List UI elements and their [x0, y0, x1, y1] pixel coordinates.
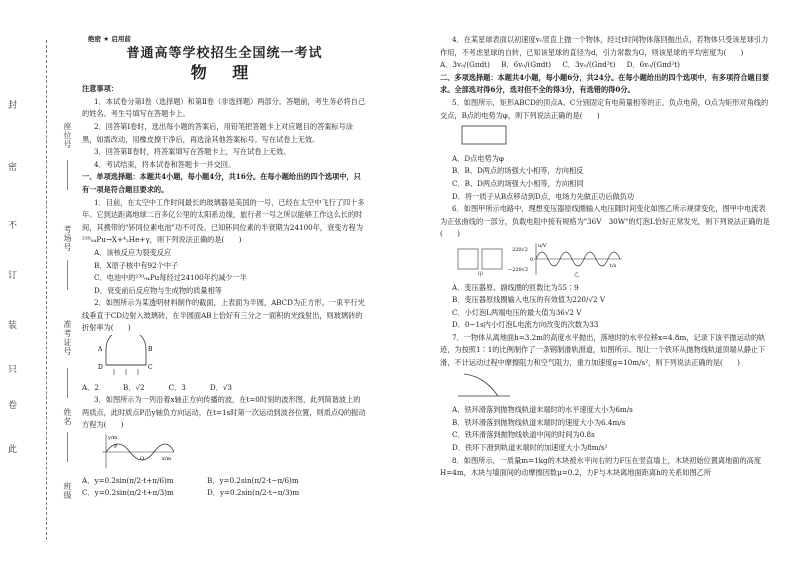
fig-label: C	[148, 364, 153, 372]
binding-dash-line	[46, 40, 47, 540]
fig-label: A	[98, 346, 103, 354]
binding-char: 此	[8, 445, 18, 455]
section1-heading: 一、单项选择题：本题共4小题，每小题4分，共16分。在每小题给出的四个选项中，只有一项是符合题目要求的。	[82, 172, 361, 194]
class-label: 班级	[63, 482, 72, 500]
q7-option-c: C．铁环滑落到抛物线轨道中间的时间为0.8s	[452, 430, 595, 440]
q6-option-a: A．变压器原、副线圈的匝数比为55∶9	[452, 282, 579, 292]
exam-room-label: 考场号	[63, 225, 72, 252]
q3-options	[82, 475, 332, 500]
exam-title: 普通高等学校招生全国统一考试	[126, 46, 323, 61]
underline	[67, 432, 68, 462]
question-1-stem: 1．目前，在太空中工作时间最长的玻璃器是美国的一号，已经在太空中飞行了四十多年。它到达距离地球二百多亿公里的太阳系边缘，旅行者一号之所以能够工作这么长的时间，其携带的"钚同位素电池"功不可没。已知钚同位素的半衰期为24100年，衰变方程为²³⁹₉₄Pu→X+⁴₂He+γ，则下列说法正确的是( )	[82, 197, 365, 245]
q3-option-c: C．y=0.2sin(π/2·t+π/3)m	[82, 488, 174, 498]
fig-label: 0	[530, 256, 534, 263]
q6-option-d: D．0~1s内小灯泡L电流方向改变的次数为33	[452, 320, 599, 330]
q1-option-b: B．X原子核中有92个中子	[94, 260, 179, 270]
q5-option-d: D．将一质子从B点移动到D点，电场力先做正功后做负功	[452, 191, 635, 201]
q3-option-a: A．y=0.2sin(π/2·t+π/6)m	[82, 475, 174, 485]
q2-figure	[96, 335, 156, 377]
q7-track-figure	[454, 370, 514, 400]
underline	[67, 260, 68, 290]
binding-char: 封	[8, 101, 18, 111]
q4-option-c: C．3v₀/(Gπd²t)	[562, 60, 616, 70]
question-6-stem: 6．如图甲所示电路中，理想变压器原线圈输入电压随时间变化如图乙所示规律变化，图甲中电流表为正弦曲线的一部分，负载电阻中接有规格为"36V 30W"的灯泡L恰好正常发光，则下列说法正确的是( )	[440, 204, 770, 239]
fig-label: P	[114, 444, 118, 451]
q1-option-d: D．衰变前后反应物与生成物的质量相等	[94, 285, 222, 295]
admission-number-label: 准考证号	[63, 320, 72, 356]
binding-char: 装	[8, 321, 18, 331]
q3-option-d: D．y=0.2sin(π/2·t−π/3)m	[207, 488, 300, 498]
q4-option-b: B．6v₀/(Gπdt)	[501, 60, 552, 70]
fig-label: t/s	[610, 262, 617, 269]
fig-label: Q	[140, 456, 145, 463]
fig-label: B	[148, 346, 153, 354]
question-5-stem: 5．如图所示，矩形ABCD的顶点A、C分别固定有电荷量相等的正、负点电荷，O点为矩形对角线的交点，B点的电势为φ，则下列说法正确的是( )	[440, 97, 769, 120]
question-3-stem: 3．如图所示为一列沿着x轴正方向传播的波，在t=0时刻的波形图，此列简谐波上的两质点，此时质点P沿y轴负方向运动，在t=1s时第一次运动到波谷位置，则质点Q的振动方程为( )	[82, 395, 366, 430]
binding-char: 订	[8, 271, 18, 281]
q7-option-d: D．铁环下滑到轨道末端时的加速度大小为8m/s²	[452, 443, 608, 453]
notice-item: 2．回答第Ⅰ卷时，选出每小题的答案后，用铅笔把答题卡上对应题目的答案标号涂黑，如需改动，用橡皮擦干净后，再选涂其他答案标号。写在试卷上无效。	[82, 121, 353, 144]
underline	[67, 368, 68, 398]
q3-wave-figure	[96, 432, 176, 470]
fig-label: u/V	[538, 242, 547, 249]
fig-label: 220√2	[512, 246, 528, 253]
notice-item: 3．回答第Ⅱ卷时，将答案填写在答题卡上，写在试卷上无效。	[94, 147, 291, 157]
question-7-stem: 7．一物体从离地面h=3.2m的高度水平抛出，落地时的水平位移x=4.8m，记录下该平抛运动的轨迹，为按照1∶1的比例制作了一条钢制滑轨滑道，如图所示。现让一个铁环从抛物线轨道顶端从静止下滑，不计运动过程中摩擦阻力和空气阻力，重力加速度g=10m/s²，则下列说法正确的是( )	[440, 332, 766, 368]
question-8-stem: 8．如图所示，一质量m=1kg的木块被水平向右的力F压在竖直墙上，木块初始位置离地面的高度H=4m，木块与墙面间的动摩擦因数μ=0.2，力F与木块离地面距离h的关系如图乙所	[440, 455, 762, 478]
name-label: 姓名	[63, 408, 72, 426]
secret-mark: 绝密 ★ 启用前	[88, 35, 131, 43]
q5-option-c: C．B、D两点的场强大小相等，方向相同	[452, 178, 584, 188]
q5-option-b: B．B、D两点的场强大小相等，方向相反	[452, 166, 584, 176]
subject-title: 物 理	[190, 62, 259, 82]
q4-option-a: A．3v₀/(Gπdt)	[440, 60, 490, 70]
binding-char: 密	[8, 163, 18, 173]
q1-option-a: A．该核反应为裂变反应	[94, 247, 172, 257]
binding-char: 只	[8, 365, 18, 375]
fig-label: y/m	[108, 435, 118, 442]
q6-option-c: C．小灯泡L两端电压的最大值为36√2 V	[452, 307, 582, 317]
q3-option-b: B．y=0.2sin(π/2·t−π/6)m	[207, 475, 299, 485]
q7-option-a: A．铁环滑落到抛物线轨道末端时的水平速度大小为6m/s	[452, 405, 633, 415]
q4-options	[440, 59, 680, 72]
section2-heading: 二、多项选择题：本题共4小题，每小题6分，共24分。在每小题给出的四个选项中，有多项符合题目要求。全部选对得6分，选对但不全的得3分，有选错的得0分。	[440, 72, 770, 95]
notice-item: 1．本试卷分第Ⅰ卷（选择题）和第Ⅱ卷（非选择题）两部分。答题前，考生务必将自己的姓名、考生号填写在答题卡上。	[82, 96, 366, 119]
question-4-stem: 4．在某星球表面以初速度v₀竖直上抛一个物体，经过t时间物体落回抛出点，若物体只受该星球引力作用，不考虑星球的自转，已知该星球的直径为d，引力常数为G，则该星球的平均密度为( )	[440, 35, 769, 57]
q2-option-c: C．3	[168, 382, 186, 392]
fig-label: 甲	[478, 271, 484, 277]
q1-option-c: C．电池中的²³⁹₉₄Pu每经过24100年约减少一半	[94, 273, 247, 283]
q2-option-d: D．√3	[209, 382, 232, 392]
q2-options	[82, 382, 232, 395]
q6-figure	[454, 241, 624, 277]
fig-label: 乙	[574, 271, 580, 277]
q2-option-a: A．2	[82, 382, 99, 392]
fig-label: D	[98, 364, 103, 372]
fig-label: −220√2	[508, 266, 529, 273]
q4-option-d: D．6v₀/(Gπd²t)	[626, 60, 680, 70]
q5-rectangle-figure	[454, 122, 514, 148]
fig-label: x/m	[162, 456, 172, 463]
q6-option-b: B．变压器原线圈输入电压的有效值为220/√2 V	[452, 295, 606, 305]
question-2-stem: 2．如图所示为某透明材料制作的截面，上表面为半圆，ABCD为正方形，一束平行光线垂直于CD边射入玻璃砖，在半圆面AB上恰好有三分之一面积的光线射出，则玻璃砖的折射率为( )	[82, 298, 365, 333]
right-column	[440, 34, 770, 480]
notice-item: 4．考试结束，将本试卷和答题卡一并交回。	[94, 159, 236, 169]
binding-char: 不	[8, 221, 18, 231]
left-column	[82, 34, 367, 500]
underline	[67, 160, 68, 190]
seat-number-label: 座位号	[63, 122, 72, 149]
q5-option-a: A．D点电势为φ	[452, 153, 504, 163]
notice-heading: 注意事项：	[82, 84, 118, 94]
q2-option-b: B．√2	[122, 382, 145, 392]
q7-option-b: B．铁环滑落到抛物线轨道末端时的速度大小为6.4m/s	[452, 417, 626, 427]
binding-char: 卷	[8, 401, 18, 411]
